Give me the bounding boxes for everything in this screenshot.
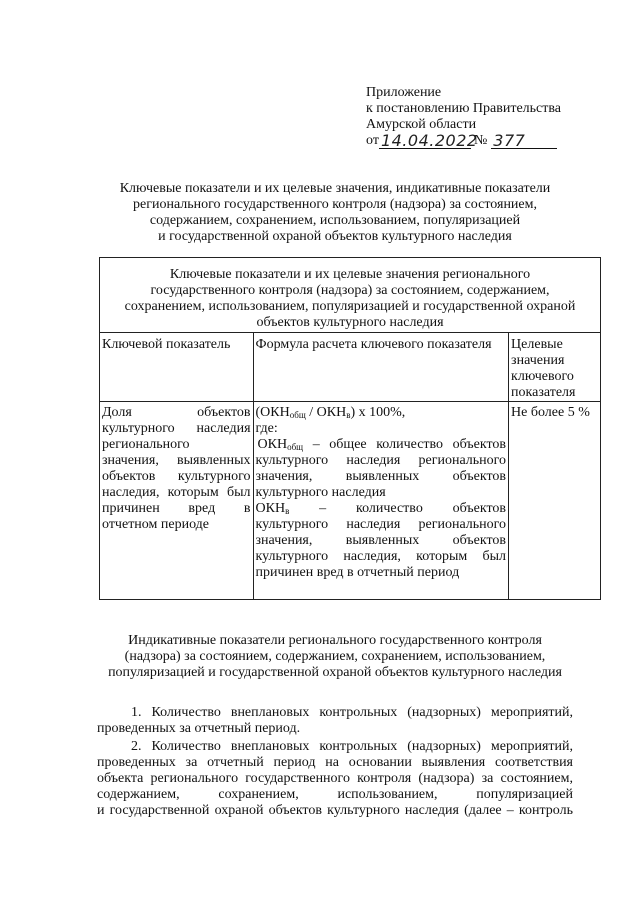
def2-term: ОКН (255, 501, 286, 516)
item-1-line: 1. Количество внеплановых контрольных (надзорных) мероприятий, (131, 705, 573, 720)
indicator-line: Доля объектов (102, 405, 251, 420)
formula-def2-first-line (256, 501, 507, 517)
formula-def2-line: значения, выявленных объектов (255, 533, 507, 548)
indicator-line: объектов культурного (102, 469, 251, 484)
title-line: Ключевые показатели и их целевые значения, индикативные показатели (119, 181, 551, 196)
formula-where: где: (255, 421, 278, 436)
def1-text: – общее количество объектов (303, 437, 507, 452)
def1-subscript: общ (287, 442, 304, 452)
formula-def1-line: значения, выявленных объектов (255, 469, 507, 484)
number-label: № (473, 133, 488, 148)
indicator-line: значения, выявленных (102, 453, 251, 468)
item-1 (97, 705, 573, 737)
table-header-line: Ключевые показатели и их целевые значения регионального (169, 267, 531, 282)
document-title (100, 181, 570, 245)
from-label: от (366, 133, 379, 148)
formula-part: ) х 100%, (350, 405, 406, 420)
item-2-line: проведенных за отчетный период на основании выявления соответствия (97, 755, 573, 770)
key-indicators-table (99, 257, 601, 600)
indicative-heading-line: популяризацией и государственной охраной объектов культурного наследия (108, 665, 562, 680)
target-value-cell: Не более 5 % (509, 402, 601, 600)
title-line: регионального государственного контроля (надзора) за состоянием, (133, 197, 537, 212)
formula-subscript: общ (289, 410, 306, 420)
col-header-target-line: Целевые (511, 337, 563, 352)
indicative-heading-line: (надзора) за состоянием, содержанием, сохранением, использованием, (124, 649, 546, 664)
item-2 (97, 739, 573, 819)
item-2-line: содержанием, сохранением, использованием, популяризацией (97, 787, 573, 802)
formula-part: / ОКН (305, 405, 347, 420)
appendix-date-number-line (366, 133, 616, 149)
indicator-line: причинен вред в (102, 501, 251, 516)
indicator-line: отчетном периоде (102, 517, 210, 532)
item-2-line: и государственной охраной объектов культурного наследия (далее – контроль (97, 803, 573, 818)
item-2-line: 2. Количество внеплановых контрольных (надзорных) мероприятий, (131, 739, 573, 754)
table-header (100, 258, 601, 333)
col-header-target (509, 333, 601, 402)
indicator-line: регионального (102, 437, 190, 452)
table-header-line: объектов культурного наследия (256, 315, 444, 330)
appendix-region: Амурской области (366, 117, 477, 132)
col-header-target-line: значения (511, 353, 565, 368)
formula-def1-line: культурного наследия (255, 485, 386, 500)
col-header-target-line: показателя (511, 385, 576, 400)
col-header-formula: Формула расчета ключевого показателя (253, 333, 509, 402)
formula-subscript: в (346, 410, 351, 420)
appendix-title: Приложение (366, 85, 442, 100)
col-header-target-line: ключевого (511, 369, 574, 384)
handwritten-number: 377 (491, 133, 557, 149)
indicative-heading (100, 633, 570, 681)
appendix-resolution: к постановлению Правительства (366, 101, 562, 116)
item-1-line: проведенных за отчетный период. (97, 721, 301, 736)
formula-def1-first-line (256, 437, 507, 453)
indicator-line: культурного наследия (102, 421, 251, 436)
indicator-line: наследия, которым был (102, 485, 251, 500)
formula-part: (ОКН (255, 405, 290, 420)
formula-def1-line: культурного наследия регионального (255, 453, 507, 468)
table-header-line: государственного контроля (надзора) за состоянием, содержанием, (150, 283, 550, 298)
indicative-heading-line: Индикативные показатели регионального государственного контроля (128, 633, 542, 648)
formula-expression (256, 405, 507, 421)
item-2-line: объекта регионального государственного контроля (надзора) за состоянием, (97, 771, 573, 786)
title-line: и государственной охраной объектов культурного наследия (158, 229, 512, 244)
appendix-block (366, 85, 616, 149)
col-header-indicator: Ключевой показатель (100, 333, 254, 402)
table-header-line: сохранением, использованием, популяризацией и государственной охраной (124, 299, 576, 314)
handwritten-date: 14.04.2022 (380, 131, 478, 150)
title-line: содержанием, сохранением, использованием, популяризацией (149, 213, 521, 228)
formula-def2-line: культурного наследия регионального (255, 517, 507, 532)
indicator-cell (100, 402, 254, 600)
formula-def2-line: культурного наследия, которым был (255, 549, 507, 564)
formula-cell (253, 402, 509, 600)
def2-text: – количество объектов (289, 501, 507, 516)
def2-subscript: в (285, 506, 290, 516)
formula-def2-line: причинен вред в отчетный период (255, 565, 460, 580)
def1-term: ОКН (257, 437, 288, 452)
